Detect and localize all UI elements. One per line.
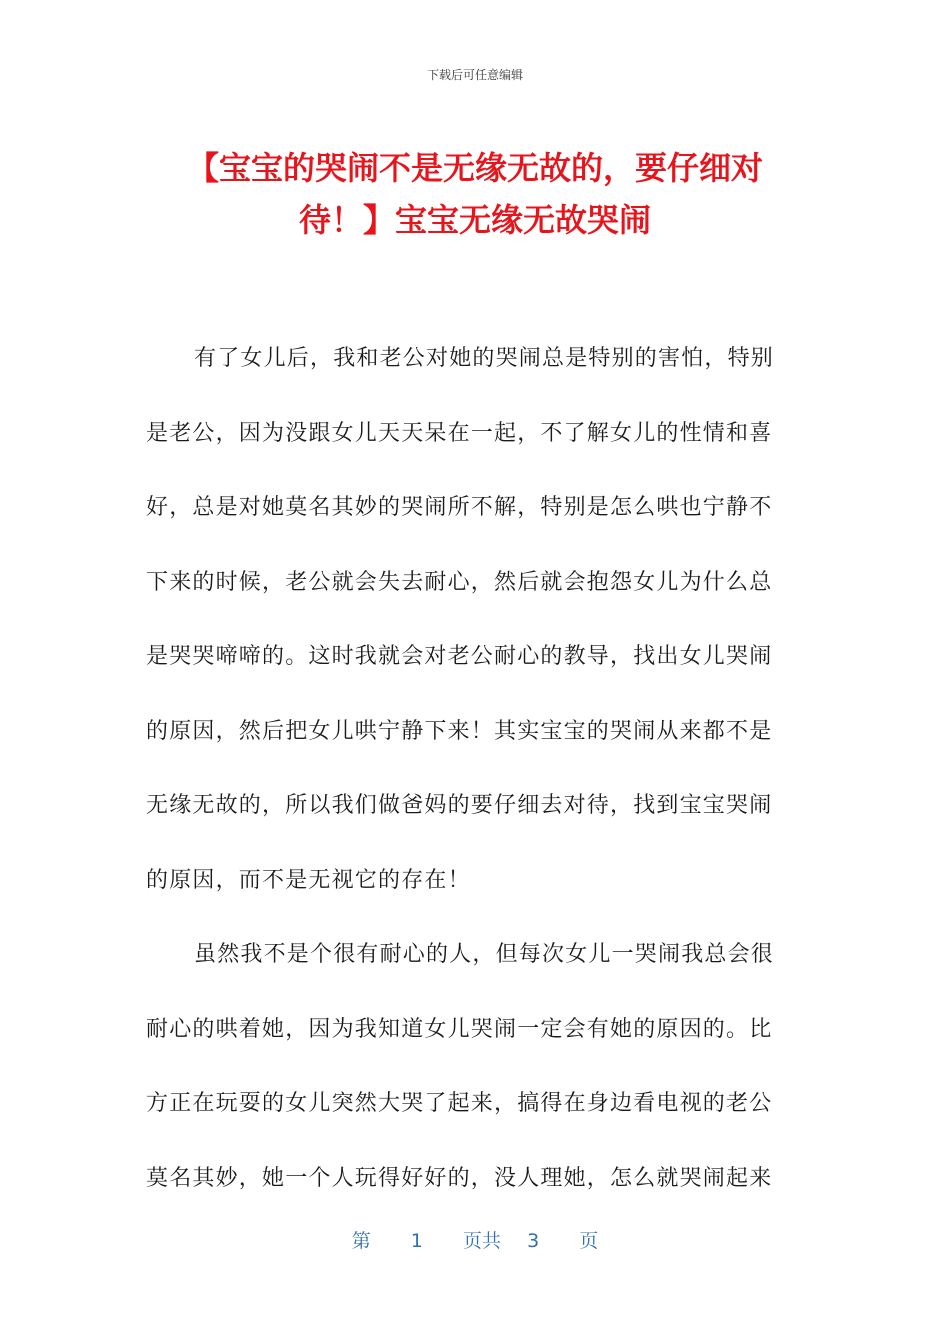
title-line-1: 【宝宝的哭闹不是无缘无故的，要仔细对 <box>186 149 763 187</box>
total-page-count: 3 <box>527 1230 540 1252</box>
text-line: 的原因，而不是无视它的存在！ <box>146 867 471 893</box>
text-line: 好，总是对她莫名其妙的哭闹所不解，特别是怎么哄也宁静不 <box>146 495 773 520</box>
header-note: 下载后可任意编辑 <box>426 68 523 82</box>
text-line: 虽然我不是个很有耐心的人，但每次女儿一哭闹我总会很 <box>194 942 775 967</box>
footer-prefix: 第 <box>351 1230 371 1252</box>
text-line: 莫名其妙，她一个人玩得好好的，没人理她，怎么就哭闹起来 <box>146 1165 773 1191</box>
text-line: 下来的时候，老公就会失去耐心，然后就会抱怨女儿为什么总 <box>146 569 773 595</box>
page-footer <box>0 1226 950 1253</box>
document-title <box>150 142 800 246</box>
paragraph-2 <box>146 918 790 1216</box>
text-line: 耐心的哄着她，因为我知道女儿哭闹一定会有她的原因的。比 <box>146 1016 773 1042</box>
current-page-number: 1 <box>410 1230 423 1252</box>
text-line: 的原因，然后把女儿哄宁静下来！其实宝宝的哭闹从来都不是 <box>146 718 773 744</box>
footer-suffix: 页 <box>579 1230 599 1252</box>
text-line: 是哭哭啼啼的。这时我就会对老公耐心的教导，找出女儿哭闹 <box>146 644 773 669</box>
text-line: 有了女儿后，我和老公对她的哭闹总是特别的害怕，特别 <box>194 346 775 371</box>
text-line: 是老公，因为没跟女儿天天呆在一起，不了解女儿的性情和喜 <box>146 420 773 446</box>
title-line-2: 待！】宝宝无缘无故哭闹 <box>298 201 651 239</box>
footer-mid: 页共 <box>462 1230 501 1252</box>
document-body <box>146 322 790 1216</box>
text-line: 方正在玩耍的女儿突然大哭了起来，搞得在身边看电视的老公 <box>146 1091 773 1116</box>
text-line: 无缘无故的，所以我们做爸妈的要仔细去对待，找到宝宝哭闹 <box>146 793 773 818</box>
paragraph-1 <box>146 322 790 918</box>
